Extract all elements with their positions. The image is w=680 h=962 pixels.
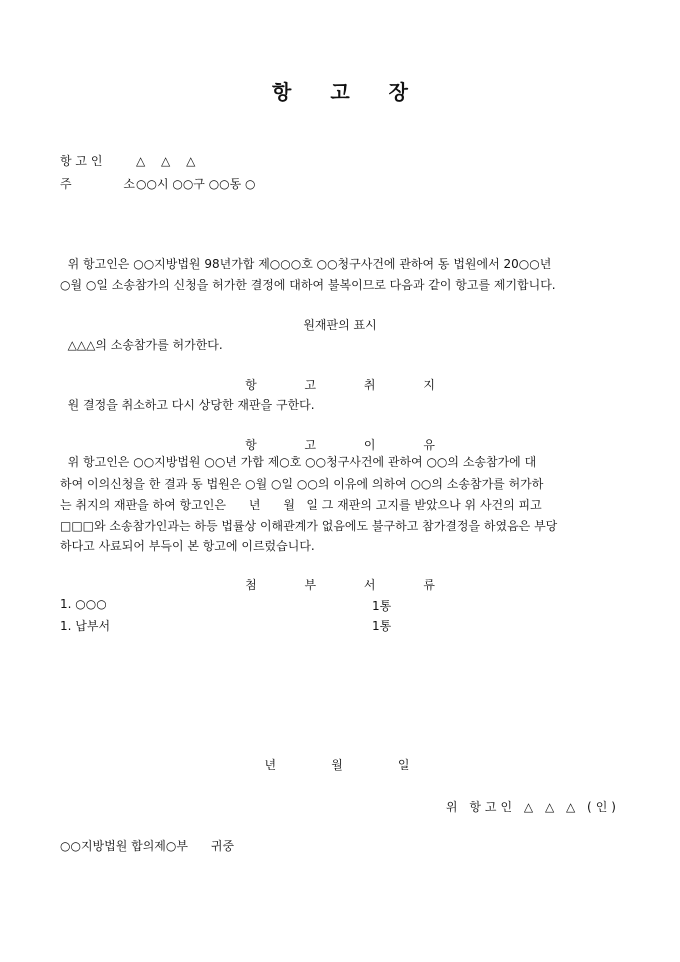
original-judgment-heading: 원재판의 표시 [303,318,377,332]
attachments-heading: 첨 부 서 류 [245,578,457,592]
address-row [60,175,256,192]
address-label: 주 소 [60,177,159,191]
original-judgment-text: △△△의 소송참가를 허가한다. [60,338,223,352]
intro-line-1: 위 항고인은 ○○지방법원 98년가합 제○○○호 ○○청구사건에 관하여 동 법원에서 20○○년 [60,257,552,271]
appellant-row [60,152,201,169]
appeal-reason-line: 는 취지의 재판을 하여 항고인은 년 월 일 그 재판의 고지를 받았으나 위 사건의 피고 [60,498,542,512]
appeal-reason-line: 위 항고인은 ○○지방법원 ○○년 가합 제○호 ○○청구사건에 관하여 ○○의 소송참가에 대 [60,455,537,469]
appeal-reason-heading: 항 고 이 유 [245,438,457,452]
appeal-purpose-heading: 항 고 취 지 [245,378,457,392]
date-line: 년 월 일 [264,758,416,772]
attachment-item-qty: 1통 [372,599,392,613]
signature-line: 위 항고인 △ △ △ (인) [445,800,620,814]
court-addressee: ○○지방법원 합의제○부 귀중 [60,839,235,853]
appellant-name: △ △ △ [136,154,202,168]
appeal-reason-line: □□□와 소송참가인과는 하등 법률상 이해관계가 없음에도 불구하고 참가결정을 하였음은 부당 [60,519,558,533]
appellant-label: 항 고 인 [60,154,103,168]
attachment-item-qty: 1통 [372,619,392,633]
appeal-reason-line: 하여 이의신청을 한 결과 동 법원은 ○월 ○일 ○○의 이유에 의하여 ○○의 소송참가를 허가하 [60,477,544,491]
appeal-reason-line: 하다고 사료되어 부득이 본 항고에 이르렀습니다. [60,539,315,553]
appeal-purpose-text: 원 결정을 취소하고 다시 상당한 재판을 구한다. [60,398,315,412]
attachment-item-name: 1. 납부서 [60,619,111,633]
document-title: 항 고 장 [272,80,424,104]
address-value: ○○시 ○○구 ○○동 ○ [136,177,256,191]
attachment-item-name: 1. ○○○ [60,597,107,611]
intro-line-2: ○월 ○일 소송참가의 신청을 허가한 결정에 대하여 불복이므로 다음과 같이 항고를 제기합니다. [60,278,556,292]
